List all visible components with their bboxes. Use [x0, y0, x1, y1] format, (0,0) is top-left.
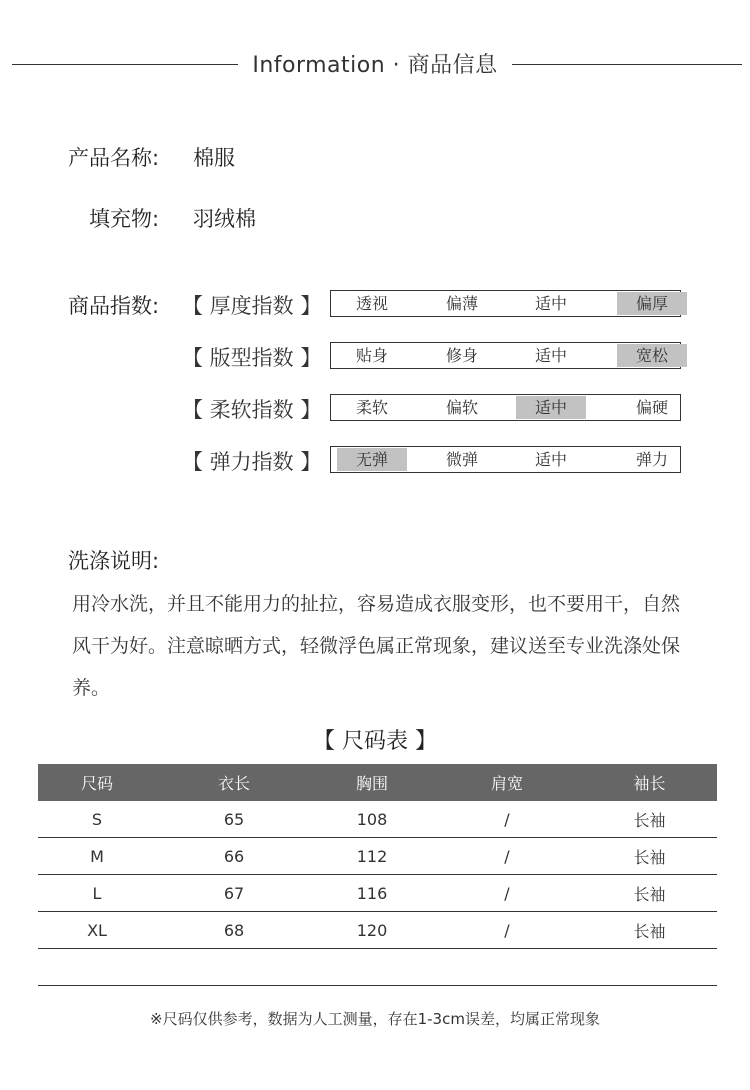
chest-cell: 108 — [312, 801, 432, 838]
index-option: 柔软 — [355, 398, 388, 417]
index-option: 适中 — [534, 294, 567, 313]
index-scale — [330, 342, 681, 369]
header-cell-chest: 胸围 — [312, 764, 432, 801]
size-footnote: ※尺码仅供参考，数据为人工测量，存在1-3cm误差，均属正常现象 — [150, 1010, 600, 1028]
index-option: 适中 — [534, 346, 567, 365]
size-cell: XL — [38, 912, 156, 949]
index-scale — [330, 290, 681, 317]
length-cell: 65 — [156, 801, 312, 838]
index-name: 【 柔软指数 】 — [182, 398, 322, 422]
size-table-body — [38, 801, 717, 949]
product-name-label: 产品名称: — [68, 146, 160, 170]
sleeve-cell: 长袖 — [582, 801, 717, 838]
shoulder-cell: / — [432, 912, 582, 949]
index-option: 适中 — [534, 450, 567, 469]
header-cell-shoulder: 肩宽 — [432, 764, 582, 801]
index-name: 【 弹力指数 】 — [182, 450, 322, 474]
chest-cell: 116 — [312, 875, 432, 912]
bottom-divider — [38, 985, 717, 986]
index-option: 贴身 — [355, 346, 388, 365]
size-cell: S — [38, 801, 156, 838]
sleeve-cell: 长袖 — [582, 912, 717, 949]
size-table — [38, 764, 717, 949]
index-scale — [330, 446, 681, 473]
wash-text: 用冷水洗，并且不能用力的扯拉，容易造成衣服变形，也不要用干，自然风干为好。注意晾晒方式，轻微浮色属正常现象，建议送至专业洗涤处保养。 — [72, 593, 681, 699]
index-option: 修身 — [445, 346, 478, 365]
size-table-header-row — [38, 764, 717, 801]
length-cell: 68 — [156, 912, 312, 949]
chest-cell: 112 — [312, 838, 432, 875]
index-option: 偏薄 — [445, 294, 478, 313]
wash-title: 洗涤说明: — [68, 549, 160, 573]
index-option: 偏软 — [445, 398, 478, 417]
filling-value: 羽绒棉 — [193, 207, 256, 231]
index-option-selected: 宽松 — [617, 344, 687, 367]
index-option-selected: 无弹 — [337, 448, 407, 471]
size-cell: L — [38, 875, 156, 912]
table-row — [38, 838, 717, 875]
index-option-selected: 偏厚 — [617, 292, 687, 315]
header-cell-size: 尺码 — [38, 764, 156, 801]
table-row — [38, 801, 717, 838]
shoulder-cell: / — [432, 801, 582, 838]
index-option: 透视 — [355, 294, 388, 313]
index-option-selected: 适中 — [516, 396, 586, 419]
index-option: 偏硬 — [635, 398, 668, 417]
length-cell: 67 — [156, 875, 312, 912]
header-cell-length: 衣长 — [156, 764, 312, 801]
shoulder-cell: / — [432, 875, 582, 912]
index-name: 【 厚度指数 】 — [182, 294, 322, 318]
product-name-value: 棉服 — [193, 146, 235, 170]
table-row — [38, 912, 717, 949]
table-row — [38, 875, 717, 912]
size-cell: M — [38, 838, 156, 875]
length-cell: 66 — [156, 838, 312, 875]
sleeve-cell: 长袖 — [582, 838, 717, 875]
index-option: 微弹 — [445, 450, 478, 469]
sleeve-cell: 长袖 — [582, 875, 717, 912]
indices-label: 商品指数: — [68, 294, 160, 318]
shoulder-cell: / — [432, 838, 582, 875]
section-title — [0, 48, 750, 79]
index-name: 【 版型指数 】 — [182, 346, 322, 370]
index-option: 弹力 — [635, 450, 668, 469]
header-cell-sleeve: 袖长 — [582, 764, 717, 801]
chest-cell: 120 — [312, 912, 432, 949]
index-scale — [330, 394, 681, 421]
size-table-title: 【 尺码表 】 — [313, 729, 437, 754]
section-title-text: Information · 商品信息 — [238, 53, 511, 78]
filling-label: 填充物: — [89, 207, 160, 231]
